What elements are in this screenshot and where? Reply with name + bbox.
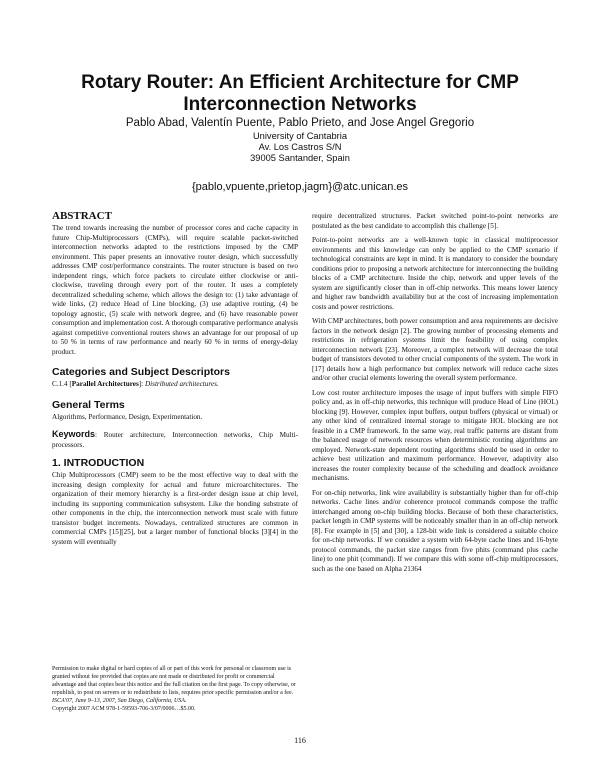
authors: Pablo Abad, Valentín Puente, Pablo Prieto, and Jose Angel Gregorio (125, 117, 475, 129)
left-column (52, 210, 298, 552)
categories-text (52, 380, 298, 390)
author-email: {pablo,vpuente,prietop,jagm}@atc.unican.es (191, 181, 409, 193)
general-terms-heading: General Terms (52, 398, 125, 411)
affiliation-line: University of Cantabria (252, 131, 348, 141)
affiliation-line: 39005 Santander, Spain (250, 153, 350, 163)
paper-title (40, 72, 560, 116)
category-descriptor: Distributed architectures. (144, 380, 219, 388)
keywords-label: Keywords (52, 429, 96, 439)
copyright-footnote (52, 665, 298, 713)
abstract-text: The trend towards increasing the number of processor cores and cache capacity in future Chip-Multiprocessors (CMPs), will require scalable packet-switched interconnection networks adapted to the restrictions imposed by the CMP environment. This paper presents an innovative router design, which successfully addresses CMP cost/performance constraints. The router structure is based on two independent rings, which force packets to circulate either clockwise or anti-clockwise, traveling through every port of the router. It uses a completely decentralized scheduling scheme, which allows the design to: (1) take advantage of wide links, (2) reduce Head of Line blocking, (3) use adaptive routing, (4) be topology agnostic, (5) scale with network degree, and (6) have reasonable power consumption and implementation cost. A thorough comparative performance analysis against competitive conventional routers shows an advantage for our proposal of up to 50 % in terms of raw performance and nearly 60 % in terms of energy-delay product. (52, 224, 298, 356)
keywords-text: : Router architecture, Interconnection networks, Chip Multi-processors. (52, 431, 298, 449)
copyright-line: Copyright 2007 ACM 978-1-59593-706-3/07/0006…$5.00. (52, 706, 196, 712)
category-separator: ]: (138, 380, 145, 388)
abstract-heading: ABSTRACT (52, 210, 112, 222)
introduction-paragraph: Chip Multiprocessors (CMP) seem to be the most effective way to deal with the increasing design complexity for actual and future microarchitectures. The organization of their memory hierarchy is a first-order design issue at chip level, including its supporting communication subsystem. Like the bonding substrate of other components in the chip, the interconnection network must scale with future transistor budget increments. Nowadays, centralized structures are common in commercial CMPs [15][25], but a larger number of functional blocks [3][4] in the system will eventually (52, 471, 298, 546)
keywords (52, 430, 298, 450)
introduction-heading: 1. INTRODUCTION (52, 457, 145, 469)
categories-heading: Categories and Subject Descriptors (52, 366, 230, 378)
title-line-1: Rotary Router: An Efficient Architecture for CMP (81, 72, 519, 93)
body-paragraph: Point-to-point networks are a well-known topic in classical multiprocessor environments and this knowledge can only be applied to the CMP scenario if technological constraints are kept in mind. It is mandatory to consider the boundary conditions prior to proposing a network architecture for interconnecting the building blocks of a CMP architecture. Inside the chip, network and upper levels of the system are significantly closer than in off-chip networks. This means lower latency and higher raw bandwidth availability but at the cost of increasing implementation costs and power restrictions. (312, 236, 558, 311)
title-line-2: Interconnection Networks (183, 94, 417, 115)
body-paragraph: With CMP architectures, both power consumption and area requirements are decisive factors in the network design [2]. The growing number of processing elements and restrictions in refrigeration systems limit the feasibility of using complex interconnection network [23]. Moreover, a complex network will decrease the total budget of transistors devoted to other crucial components of the system. The work in [17] details how a high performance but complex network will reduce cache sizes and/or other crucial elements lowering the overall system performance. (312, 317, 558, 382)
affiliation (40, 131, 560, 164)
body-paragraph: For on-chip networks, link wire availability is substantially higher than for off-chip networks. Cache lines and/or coherence protocol commands compose the traffic interchanged among on-chip building blocks. Because of both these characteristics, packet length in CMP systems will be noticeably smaller than in an off-chip network [8]. For example in [5] and [30], a 128-bit wide link is considered a suitable choice for on-chip networks. If we consider a system with 64-byte cache lines and 16-byte protocol commands, the packet size ranges from five phits (command plus cache line) to one phit (command). If we compare this with some off-chip multiprocessors, such as the one based on Alpha 21364 (312, 488, 558, 573)
permission-notice: Permission to make digital or hard copies of all or part of this work for personal or classroom use is granted without fee provided that copies are not made or distributed for profit or commercial advantage and that copies bear this notice and the full citation on the first page. To copy otherwise, or republish, to post on servers or to redistribute to lists, requires prior specific permission and/or a fee. (52, 666, 296, 696)
body-paragraph: Low cost router architecture imposes the usage of input buffers with simple FIFO policy and, as in off-chip networks, this technique will produce Head of Line (HOL) blocking [9]. However, complex input buffers, output buffers (physical or virtual) or any other kind of centralized internal storage to mitigate HOL blocking are not feasible in a CMP framework. In the same way, real traffic patterns are distant from the balanced usage of network resources when deterministic routing algorithms are employed. Network-state dependent routing algorithms should be used in order to achieve best utilization and maximum performance. However, adaptivity also increases the router complexity because of the scheduling and deadlock avoidance mechanisms. (312, 388, 558, 482)
body-paragraph: require decentralized structures. Packet switched point-to-point networks are postulated as the best candidate to accomplish this challenge [5]. (312, 212, 558, 230)
category-name: Parallel Architectures (71, 380, 139, 388)
conference-info: ISCA'07, June 9–13, 2007, San Diego, California, USA. (52, 698, 187, 704)
right-column (312, 212, 558, 579)
affiliation-line: Av. Los Castros S/N (258, 142, 342, 152)
category-code: C.1.4 [ (52, 380, 72, 388)
page-number: 116 (294, 736, 306, 745)
general-terms-text: Algorithms, Performance, Design, Experimentation. (52, 412, 203, 421)
